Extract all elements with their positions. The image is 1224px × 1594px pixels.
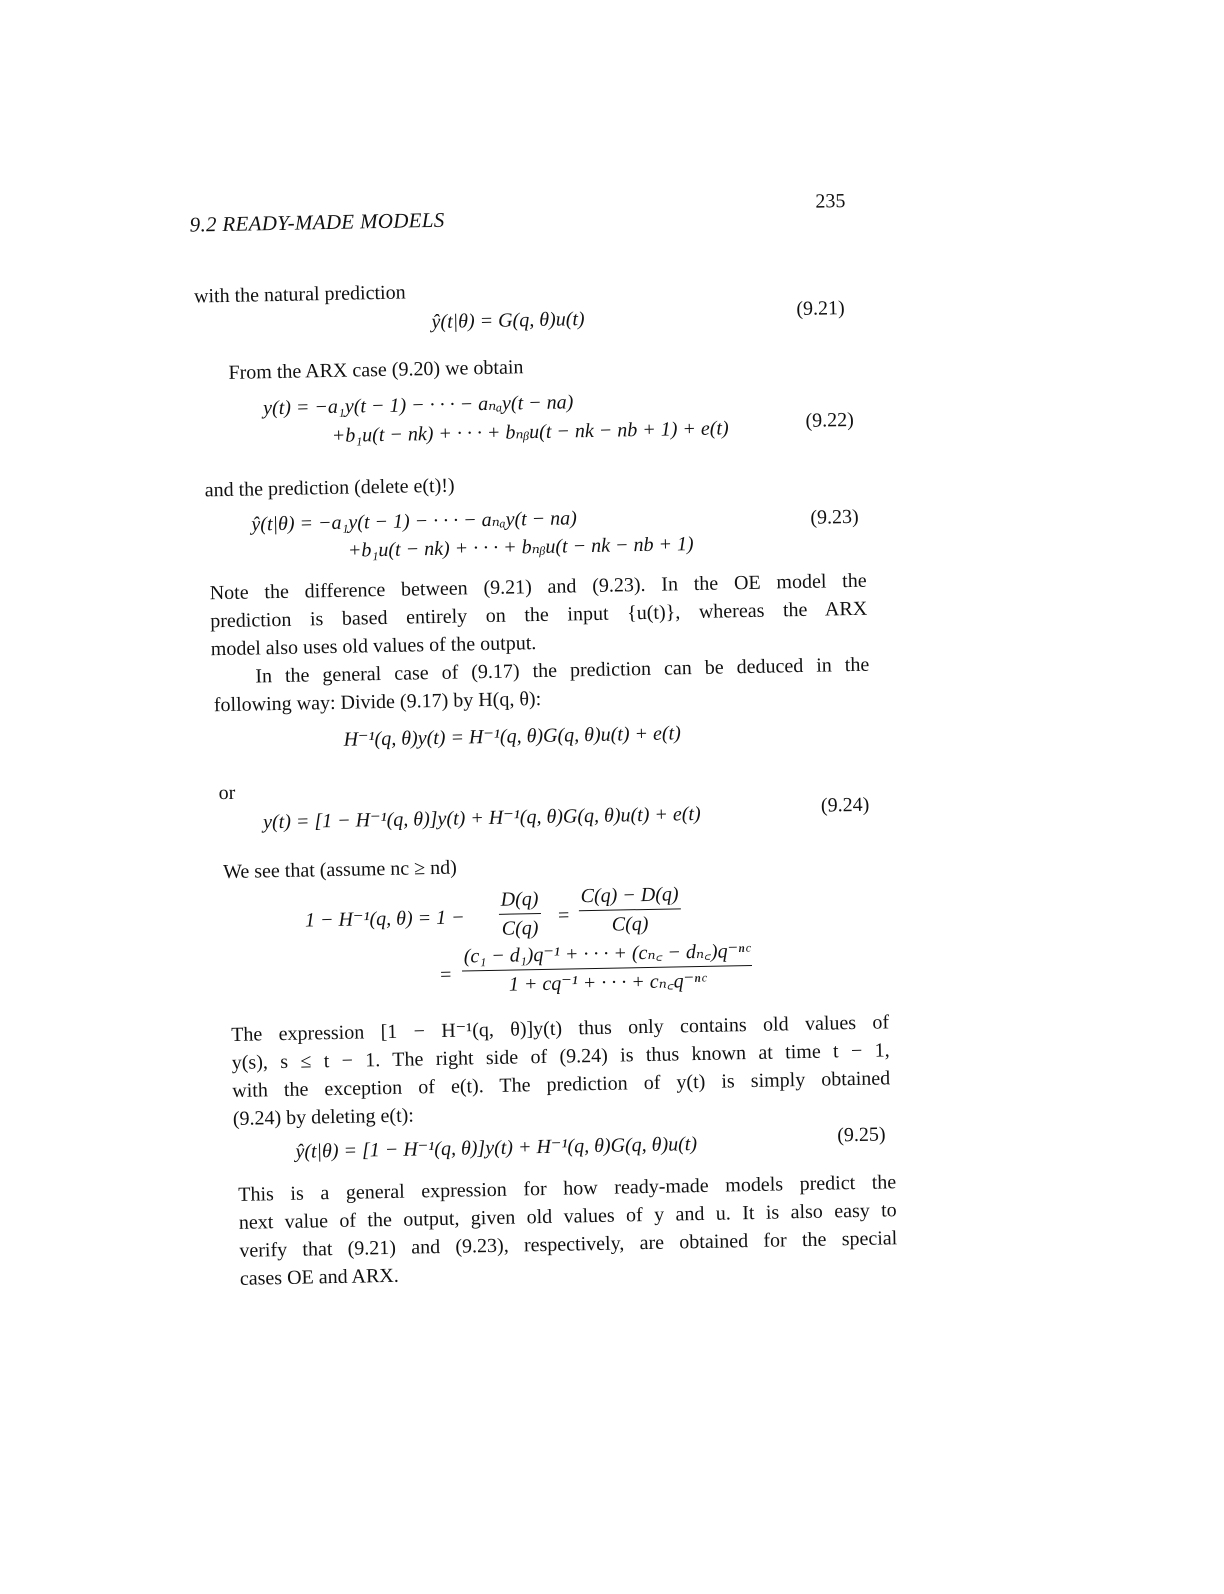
paragraph-intro: with the natural prediction: [193, 281, 406, 308]
page-number: 235: [815, 190, 846, 213]
paragraph-expression: [231, 1008, 891, 1133]
equation-number-9-24: (9.24): [820, 793, 870, 817]
paragraph-or: or: [218, 781, 236, 805]
paragraph-general-expression: [238, 1168, 898, 1293]
fraction-d-over-c: [498, 886, 541, 942]
equation-number-9-23: (9.23): [810, 505, 859, 529]
equation-9-22-line1: y(t) = −a₁y(t − 1) − · · · − aₙₐy(t − na): [262, 391, 574, 420]
paragraph-line: This is a general expression for how ready-made models predict the: [238, 1171, 897, 1206]
fraction-denominator: 1 + cq⁻¹ + · · · + cₙ꜀q⁻ⁿᶜ: [508, 969, 706, 996]
equation-9-23-line1: ŷ(t|θ) = −a₁y(t − 1) − · · · − aₙₐy(t − na): [251, 507, 578, 536]
equation-number-9-25: (9.25): [837, 1123, 886, 1147]
paragraph-general-case: [213, 651, 870, 720]
paragraph-line: Note the difference between (9.21) and (9.23). In the OE model the: [209, 569, 867, 605]
paragraph-line: prediction is based entirely on the input {u(t)}, whereas the ARX: [210, 597, 868, 633]
equation-number-9-21: (9.21): [796, 297, 845, 320]
equation-9-24: y(t) = [1 − H⁻¹(q, θ)]y(t) + H⁻¹(q, θ)G(q, θ)u(t) + e(t): [262, 802, 701, 834]
section-header: 9.2 READY-MADE MODELS: [189, 207, 445, 237]
paragraph-line: In the general case of (9.17) the prediction can be deduced in the: [255, 653, 870, 688]
paragraph-difference: [209, 567, 867, 664]
paragraph-prediction: and the prediction (delete e(t)!): [204, 474, 455, 502]
paragraph-line: model also uses old values of the output.: [210, 632, 537, 661]
fraction-numerator: (c₁ − d₁)q⁻¹ + · · · + (cₙ꜀ − dₙ꜀)q⁻ⁿᶜ: [462, 938, 752, 972]
fraction-numerator: C(q) − D(q): [578, 881, 680, 911]
fraction-denominator: C(q): [611, 912, 649, 936]
equation-9-23-line2: +b₁u(t − nk) + · · · + bₙᵦu(t − nk − nb + 1): [347, 533, 694, 562]
paragraph-line: following way: Divide (9.17) by H(q, θ):: [213, 687, 542, 717]
equals-sign: =: [439, 963, 452, 986]
fraction-c-minus-d-over-c: [578, 881, 681, 938]
fraction-numerator: D(q): [498, 886, 540, 915]
paragraph-line: The expression [1 − H⁻¹(q, θ)]y(t) thus only contains old values of: [231, 1011, 890, 1046]
paragraph-line: cases OE and ARX.: [239, 1264, 399, 1290]
paragraph-line: next value of the output, given old values of y and u. It is also easy to: [238, 1199, 897, 1234]
paragraph-arx-case: From the ARX case (9.20) we obtain: [228, 356, 524, 384]
equation-fraction-lhs: 1 − H⁻¹(q, θ) = 1 −: [304, 906, 465, 932]
equation-number-9-22: (9.22): [805, 408, 855, 432]
equation-9-22-line2: +b₁u(t − nk) + · · · + bₙᵦu(t − nk − nb + 1) + e(t): [331, 417, 729, 447]
paragraph-line: with the exception of e(t). The prediction of y(t) is simply obtained: [232, 1067, 891, 1102]
fraction-polynomial: [462, 938, 753, 999]
paragraph-line: y(s), s ≤ t − 1. The right side of (9.24) is thus known at time t − 1,: [231, 1039, 890, 1074]
equation-divide: H⁻¹(q, θ)y(t) = H⁻¹(q, θ)G(q, θ)u(t) + e(t): [343, 722, 681, 751]
paragraph-line: verify that (9.21) and (9.23), respectively, are obtained for the special: [239, 1227, 898, 1262]
equation-9-21: ŷ(t|θ) = G(q, θ)u(t): [431, 308, 585, 333]
equals-sign: =: [557, 904, 570, 927]
paragraph-assume: We see that (assume nc ≥ nd): [222, 856, 457, 884]
paragraph-line: (9.24) by deleting e(t):: [232, 1104, 415, 1130]
fraction-denominator: C(q): [501, 917, 539, 940]
equation-9-25: ŷ(t|θ) = [1 − H⁻¹(q, θ)]y(t) + H⁻¹(q, θ)G(q, θ)u(t): [295, 1133, 698, 1163]
